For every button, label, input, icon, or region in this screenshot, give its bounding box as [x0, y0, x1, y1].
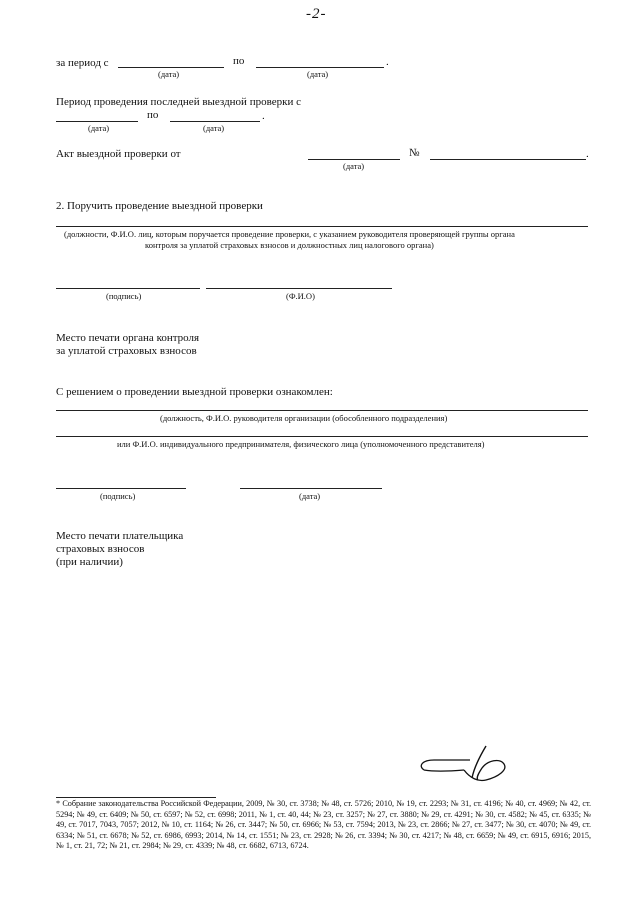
acknowledge-caption2: или Ф.И.О. индивидуального предпринимателя, физического лица (уполномоченного представителя) — [117, 439, 485, 449]
period-from-date-caption: (дата) — [158, 69, 180, 79]
page-number-mark: -2- — [306, 6, 327, 22]
period-to-label: по — [233, 55, 245, 67]
acknowledge-date-field[interactable] — [240, 488, 382, 489]
last-check-end-mark: . — [262, 110, 265, 122]
item2-responsible-field[interactable] — [56, 226, 588, 227]
period-to-date-caption: (дата) — [307, 69, 329, 79]
handwritten-signature — [412, 738, 522, 788]
last-check-to-label: по — [147, 109, 159, 121]
act-label: Акт выездной проверки от — [56, 148, 181, 160]
last-check-from-field[interactable] — [56, 121, 138, 122]
footnote: * Собрание законодательства Российской Федерации, 2009, № 30, ст. 3738; № 48, ст. 5726; 2010, № 19, ст. 2293; № 31, ст. 4196; № 40, ст. 4969; № 42, ст. 5294; № 49, ст. 6409; № 50, ст. 6597; № 52, ст. 6998; 2011, № 1, ст. 40, 44; № 23, ст. 3257; № 27, ст. 3880; № 29, ст. 4291; № 30, ст. 4582; № 45, ст. 6335; № 49, ст. 7017, 7043, 7057; 2012, № 10, ст. 1164; № 26, ст. 3447; № 50, ст. 6966; № 53, ст. 7594; 2013, № 23, ст. 2866; № 27, ст. 3477; № 30, ст. 4070; № 49, ст. 6334; № 51, ст. 6678; № 52, ст. 6986, 6993; 2014, № 14, ст. 1551; № 23, ст. 2928; № 26, ст. 3394; № 30, ст. 4217; № 48, ст. 6659; № 49, ст. 6915, 6916; 2015, № 1, ст. 21, 72; № 21, ст. 2984; № 29, ст. 4339; № 48, ст. 6682, 6713, 6724. — [56, 799, 591, 850]
last-check-title: Период проведения последней выездной проверки с — [56, 96, 301, 108]
stamp-payer-line1: Место печати плательщика — [56, 530, 184, 542]
stamp-payer-line3: (при наличии) — [56, 556, 123, 568]
acknowledge-title: С решением о проведении выездной проверки ознакомлен: — [56, 386, 333, 398]
last-check-to-field[interactable] — [170, 121, 260, 122]
stamp-authority-line1: Место печати органа контроля — [56, 332, 200, 344]
item2-caption-line1: (должности, Ф.И.О. лиц, которым поручается проведение проверки, с указанием руководителя проверяющей группы органа — [64, 229, 515, 239]
item2-signature-caption: (подпись) — [106, 291, 142, 301]
acknowledge-position-field[interactable] — [56, 410, 588, 411]
period-from-field[interactable] — [118, 67, 224, 68]
last-check-from-date-caption: (дата) — [88, 123, 110, 133]
item2-fio-field[interactable] — [206, 288, 392, 289]
period-from-label: за период с — [56, 57, 109, 69]
item2-title: 2. Поручить проведение выездной проверки — [56, 200, 263, 212]
stamp-payer-line2: страховых взносов — [56, 543, 145, 555]
acknowledge-signature-field[interactable] — [56, 488, 186, 489]
item2-caption-line2: контроля за уплатой страховых взносов и должностных лиц налогового органа) — [145, 240, 434, 250]
footnote-rule — [56, 797, 216, 798]
act-date-caption: (дата) — [343, 161, 365, 171]
act-end-mark: . — [586, 148, 589, 160]
period-end-mark: . — [386, 56, 389, 68]
act-number-field[interactable] — [430, 159, 586, 160]
act-number-label: № — [409, 147, 420, 159]
stamp-authority-line2: за уплатой страховых взносов — [56, 345, 197, 357]
item2-fio-caption: (Ф.И.О) — [286, 291, 315, 301]
last-check-to-date-caption: (дата) — [203, 123, 225, 133]
item2-signature-field[interactable] — [56, 288, 200, 289]
act-date-field[interactable] — [308, 159, 400, 160]
acknowledge-date-caption: (дата) — [299, 491, 321, 501]
period-to-field[interactable] — [256, 67, 384, 68]
acknowledge-entrepreneur-field[interactable] — [56, 436, 588, 437]
acknowledge-caption1: (должность, Ф.И.О. руководителя организации (обособленного подразделения) — [160, 413, 448, 423]
acknowledge-signature-caption: (подпись) — [100, 491, 136, 501]
